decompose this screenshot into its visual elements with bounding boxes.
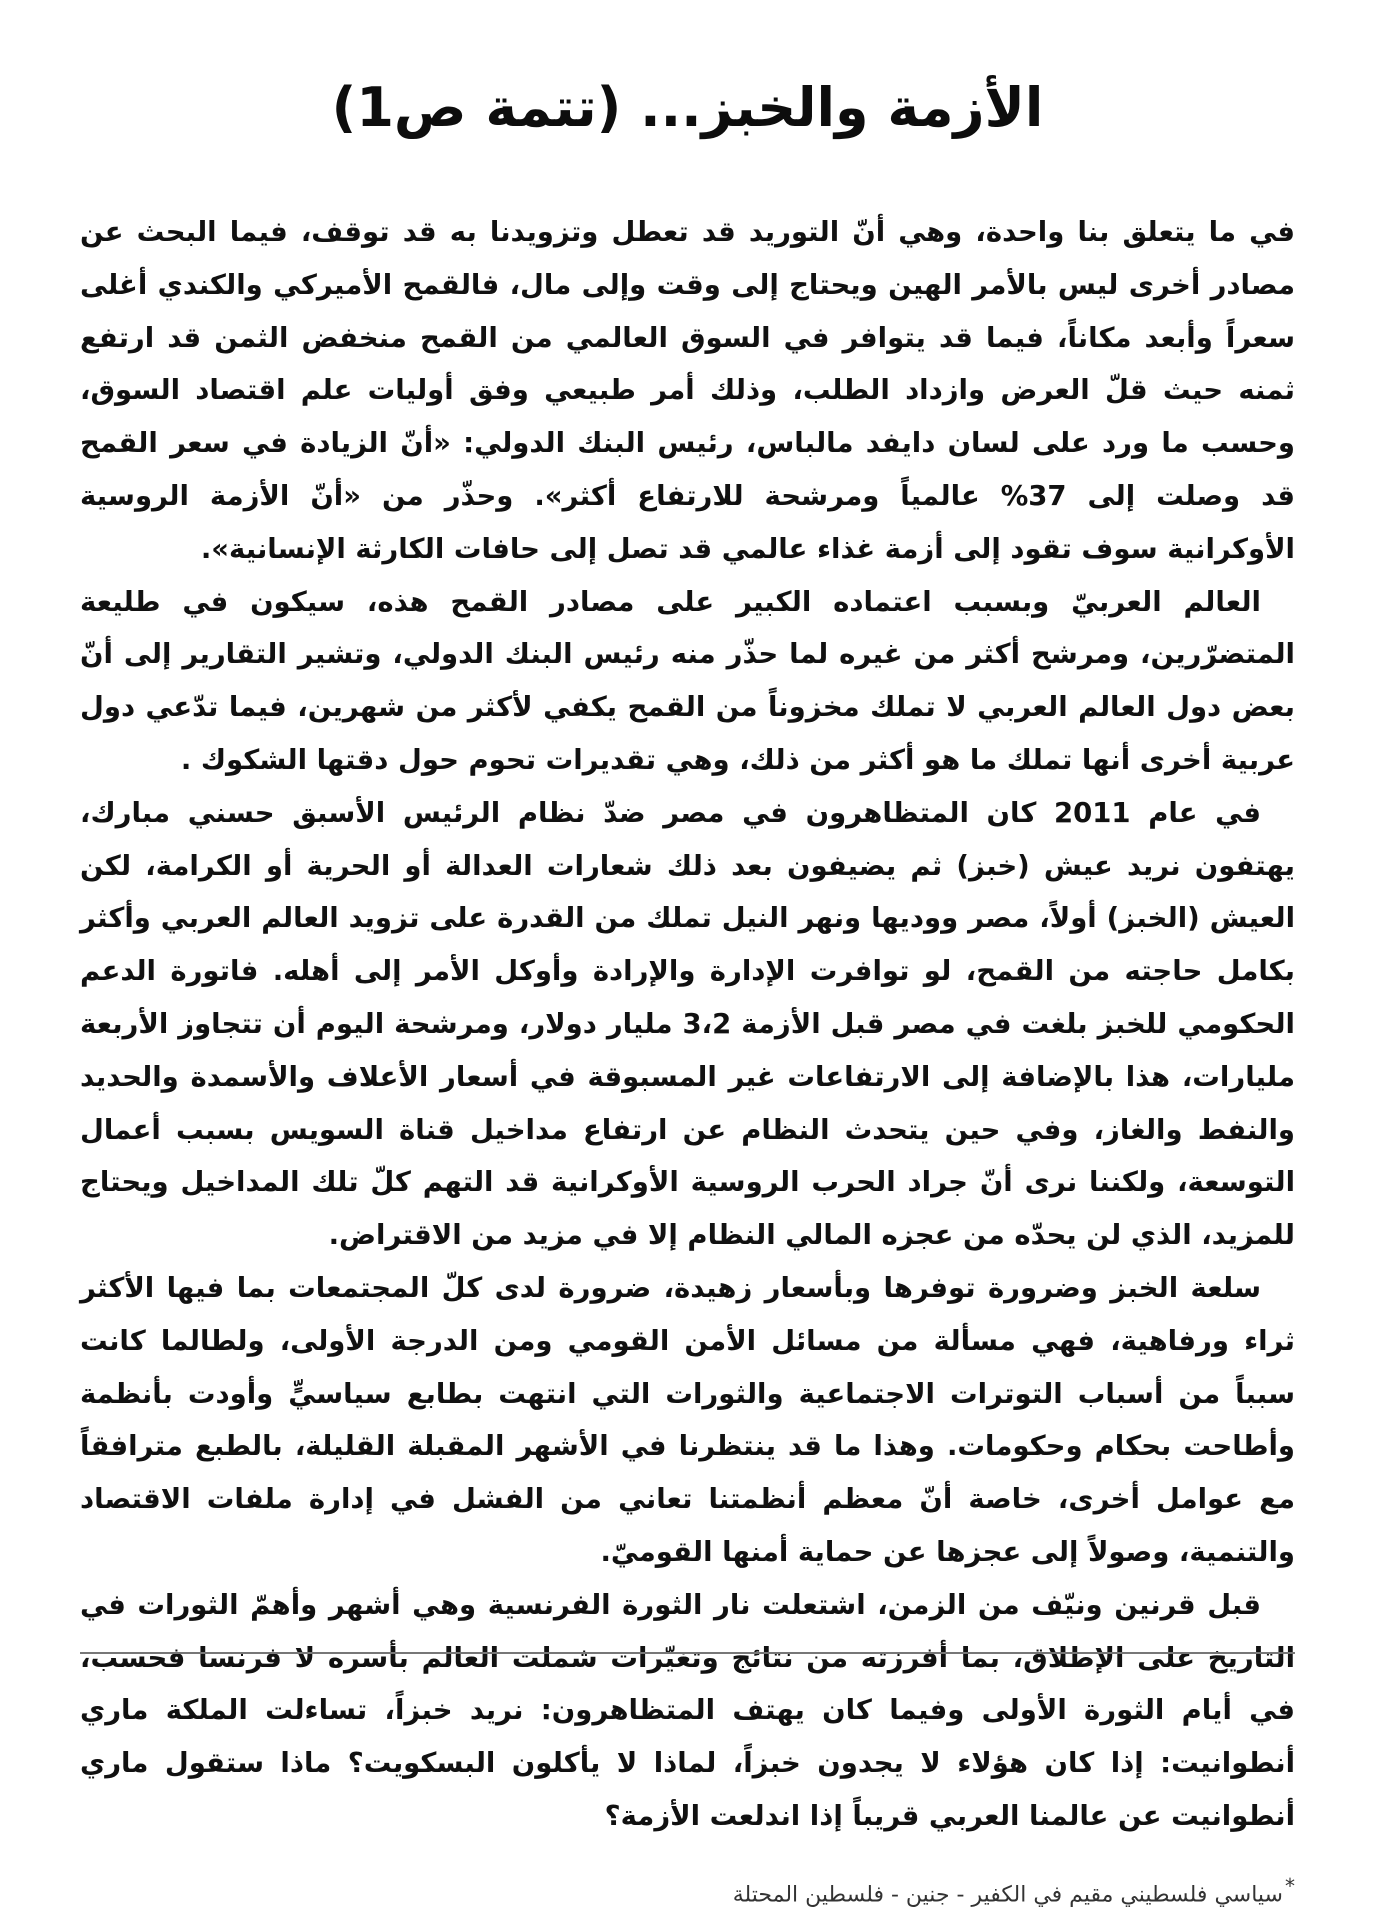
bottom-divider — [80, 1652, 1295, 1654]
article-paragraph-3: في عام 2011 كان المتظاهرون في مصر ضدّ نظام الرئيس الأسبق حسني مبارك، يهتفون نريد عيش (خبز) ثم يضيفون بعد ذلك شعارات العدالة أو الحرية أو الكرامة، لكن العيش (الخبز) أولاً، مصر ووديها ونهر النيل تملك من القدرة على تزويد العالم العربي وأكثر بكامل حاجته من القمح، لو توافرت الإدارة والإرادة وأوكل الأمر إلى أهله. فاتورة الدعم الحكومي للخبز بلغت في مصر قبل الأزمة 3،2 مليار دولار، ومرشحة اليوم أن تتجاوز الأربعة مليارات، هذا بالإضافة إلى الارتفاعات غير المسبوقة في أسعار الأعلاف والأسمدة والحديد والنفط والغاز، وفي حين يتحدث النظام عن ارتفاع مداخيل قناة السويس بسبب أعمال التوسعة، ولكننا نرى أنّ جراد الحرب الروسية الأوكرانية قد التهم كلّ تلك المداخيل ويحتاج للمزيد، الذي لن يحدّه من عجزه المالي النظام إلا في مزيد من الاقتراض. — [80, 796, 1295, 1252]
footnote-text: سياسي فلسطيني مقيم في الكفير - جنين - فلسطين المحتلة — [732, 1882, 1283, 1908]
newspaper-page — [80, 60, 1295, 1908]
article-paragraph-2: العالم العربيّ وبسبب اعتماده الكبير على مصادر القمح هذه، سيكون في طليعة المتضرّرين، ومرشح أكثر من غيره لما حذّر منه رئيس البنك الدولي، وتشير التقارير إلى أنّ بعض دول العالم العربي لا تملك مخزوناً من القمح يكفي لأكثر من شهرين، فيما تدّعي دول عربية أخرى أنها تملك ما هو أكثر من ذلك، وهي تقديرات تحوم حول دقتها الشكوك . — [80, 585, 1295, 776]
article-paragraph-4: سلعة الخبز وضرورة توفرها وبأسعار زهيدة، ضرورة لدى كلّ المجتمعات بما فيها الأكثر ثراء ورفاهية، فهي مسألة من مسائل الأمن القومي ومن الدرجة الأولى، ولطالما كانت سبباً من أسباب التوترات الاجتماعية والثورات التي انتهت بطابع سياسيٍّ وأودت بأنظمة وأطاحت بحكام وحكومات. وهذا ما قد ينتظرنا في الأشهر المقبلة القليلة، بالطبع مترافقاً مع عوامل أخرى، خاصة أنّ معظم أنظمتنا تعاني من الفشل في إدارة ملفات الاقتصاد والتنمية، وصولاً إلى عجزها عن حماية أمنها القوميّ. — [80, 1271, 1295, 1568]
footnote-marker: * — [1285, 1873, 1295, 1898]
article-title: الأزمة والخبز... (تتمة ص1) — [331, 76, 1044, 139]
article-paragraph-1: في ما يتعلق بنا واحدة، وهي أنّ التوريد قد تعطل وتزويدنا به قد توقف، فيما البحث عن مصادر أخرى ليس بالأمر الهين ويحتاج إلى وقت وإلى مال، فالقمح الأميركي والكندي أغلى سعراً وأبعد مكاناً، فيما قد يتوافر في السوق العالمي من القمح منخفض الثمن قد ارتفع ثمنه حيث قلّ العرض وازداد الطلب، وذلك أمر طبيعي وفق أوليات علم اقتصاد السوق، وحسب ما ورد على لسان دايفد مالباس، رئيس البنك الدولي: «أنّ الزيادة في سعر القمح قد وصلت إلى 37% عالمياً ومرشحة للارتفاع أكثر». وحذّر من «أنّ الأزمة الروسية الأوكرانية سوف تقود إلى أزمة غذاء عالمي قد تصل إلى حافات الكارثة الإنسانية». — [80, 216, 1295, 565]
article-paragraph-5: قبل قرنين ونيّف من الزمن، اشتعلت نار الثورة الفرنسية وهي أشهر وأهمّ الثورات في التاريخ على الإطلاق، بما أفرزته من نتائج وتغيّرات شملت العالم بأسره لا فرنسا فحسب، في أيام الثورة الأولى وفيما كان يهتف المتظاهرون: نريد خبزاً، تساءلت الملكة ماري أنطوانيت: إذا كان هؤلاء لا يجدون خبزاً، لماذا لا يأكلون البسكويت؟ ماذا ستقول ماري أنطوانيت عن عالمنا العربي قريباً إذا اندلعت الأزمة؟ — [80, 1588, 1295, 1832]
author-footnote — [80, 1869, 1295, 1912]
article-body — [80, 206, 1295, 1843]
